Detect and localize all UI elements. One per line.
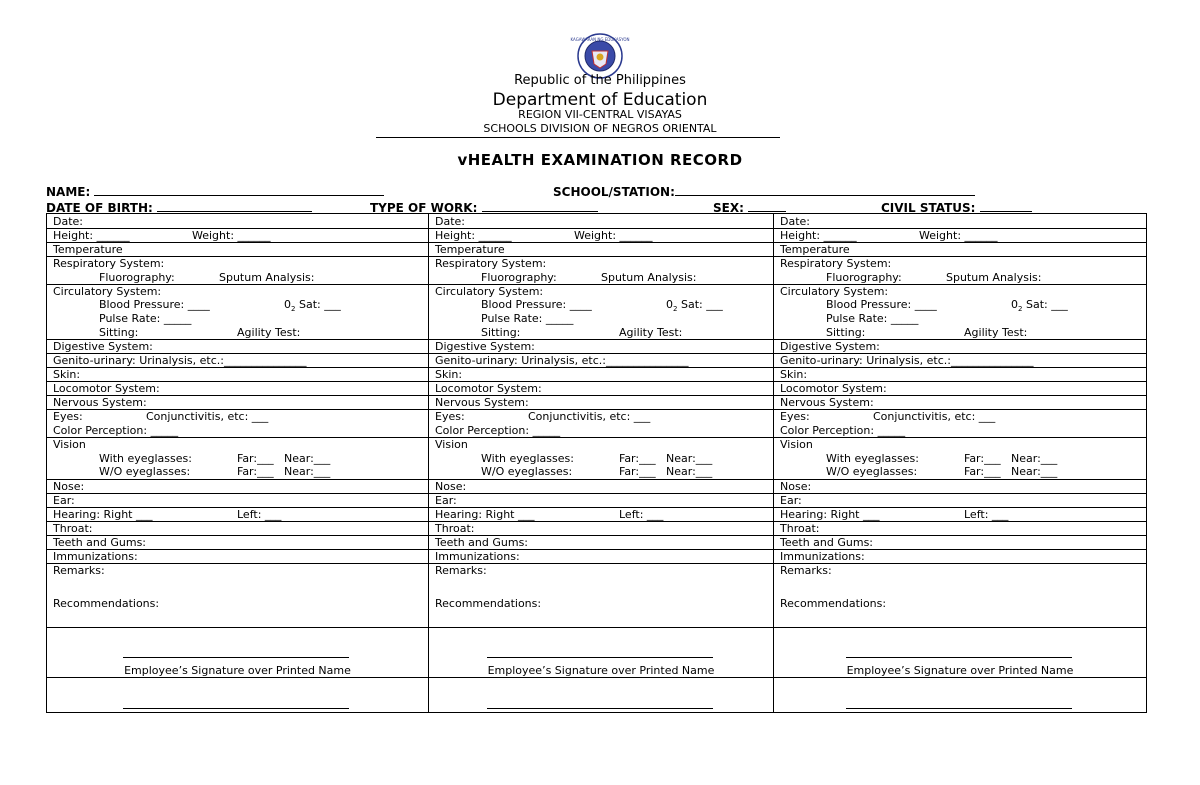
- department-name: Department of Education: [492, 90, 708, 110]
- height-weight-row: [774, 229, 1146, 243]
- sitting-label: Sitting:: [826, 326, 866, 339]
- o2-suffix: Sat: ___: [1022, 298, 1068, 311]
- circulatory-row: [429, 285, 773, 340]
- genito-urinary-label: Genito-urinary: Urinalysis, etc.:_______________: [780, 354, 1034, 367]
- remarks-recommendations-row: [429, 564, 773, 628]
- near-without-label: Near:___: [284, 465, 331, 478]
- name-label: NAME:: [46, 185, 91, 199]
- recommendations-label: Recommendations:: [53, 597, 160, 610]
- color-perception-label: Color Perception: _____: [435, 424, 561, 437]
- temperature-row: [429, 243, 773, 257]
- eyes-label: Eyes:: [53, 410, 83, 423]
- digestive-label: Digestive System:: [435, 340, 535, 353]
- signature-line-bottom[interactable]: [487, 708, 713, 709]
- blood-pressure-label: Blood Pressure: ____: [481, 298, 592, 311]
- circulatory-label: Circulatory System:: [780, 285, 889, 298]
- fluorography-label: Fluorography:: [826, 271, 902, 284]
- vision-row: [429, 438, 773, 480]
- hearing-right-label: Hearing: Right ___: [780, 508, 880, 521]
- sex-label: SEX:: [713, 201, 744, 215]
- skin-label: Skin:: [53, 368, 81, 381]
- nose-label: Nose:: [435, 480, 467, 493]
- immunizations-row: [47, 550, 428, 564]
- ear-row: [774, 494, 1146, 508]
- teeth-gums-label: Teeth and Gums:: [53, 536, 147, 549]
- hearing-right-label: Hearing: Right ___: [435, 508, 535, 521]
- respiratory-row: [47, 257, 428, 285]
- skin-row: [429, 368, 773, 382]
- nose-label: Nose:: [53, 480, 85, 493]
- circulatory-label: Circulatory System:: [53, 285, 162, 298]
- signature-caption: Employee’s Signature over Printed Name: [487, 664, 715, 677]
- sputum-label: Sputum Analysis:: [219, 271, 315, 284]
- signature-caption: Employee’s Signature over Printed Name: [846, 664, 1074, 677]
- conjunctivitis-label: Conjunctivitis, etc: ___: [528, 410, 651, 423]
- locomotor-label: Locomotor System:: [53, 382, 160, 395]
- date-row: [774, 214, 1146, 229]
- immunizations-label: Immunizations:: [780, 550, 865, 563]
- o2-subscript: 2: [1018, 305, 1023, 314]
- employee-signature-row: [47, 628, 428, 678]
- o2-prefix: 0: [1011, 298, 1018, 311]
- digestive-label: Digestive System:: [53, 340, 153, 353]
- genito-urinary-row: [47, 354, 428, 368]
- genito-urinary-row: [429, 354, 773, 368]
- nervous-label: Nervous System:: [53, 396, 147, 409]
- recommendations-label: Recommendations:: [780, 597, 887, 610]
- employee-signature-row: [429, 628, 773, 678]
- vision-label: Vision: [780, 438, 813, 451]
- digestive-label: Digestive System:: [780, 340, 880, 353]
- genito-urinary-label: Genito-urinary: Urinalysis, etc.:_______________: [53, 354, 307, 367]
- hearing-left-label: Left: ___: [237, 508, 282, 521]
- ear-label: Ear:: [435, 494, 457, 507]
- locomotor-row: [429, 382, 773, 396]
- height-label: Height: ______: [53, 229, 130, 242]
- far-with-label: Far:___: [237, 452, 274, 465]
- division-line: SCHOOLS DIVISION OF NEGROS ORIENTAL: [483, 122, 717, 135]
- date-row: [429, 214, 773, 229]
- sitting-label: Sitting:: [99, 326, 139, 339]
- skin-label: Skin:: [780, 368, 808, 381]
- digestive-row: [47, 340, 428, 354]
- region-line: REGION VII-CENTRAL VISAYAS: [518, 108, 682, 121]
- type-of-work-label: TYPE OF WORK:: [370, 201, 478, 215]
- o2-suffix: Sat: ___: [295, 298, 341, 311]
- ear-label: Ear:: [53, 494, 75, 507]
- o2-prefix: 0: [666, 298, 673, 311]
- far-without-label: Far:___: [237, 465, 274, 478]
- genito-urinary-label: Genito-urinary: Urinalysis, etc.:_______________: [435, 354, 689, 367]
- date-label: Date:: [780, 215, 810, 228]
- nose-label: Nose:: [780, 480, 812, 493]
- school-station-field: [553, 184, 975, 199]
- skin-row: [47, 368, 428, 382]
- digestive-row: [429, 340, 773, 354]
- temperature-row: [774, 243, 1146, 257]
- page-title: vHEALTH EXAMINATION RECORD: [457, 151, 743, 169]
- date-of-birth-blank[interactable]: [157, 200, 312, 212]
- agility-test-label: Agility Test:: [237, 326, 301, 339]
- school-station-blank[interactable]: [675, 184, 975, 196]
- sputum-label: Sputum Analysis:: [946, 271, 1042, 284]
- weight-label: Weight: ______: [192, 229, 271, 242]
- name-blank[interactable]: [94, 184, 384, 196]
- near-with-label: Near:___: [666, 452, 713, 465]
- sputum-label: Sputum Analysis:: [601, 271, 697, 284]
- hearing-left-label: Left: ___: [964, 508, 1009, 521]
- ear-label: Ear:: [780, 494, 802, 507]
- locomotor-label: Locomotor System:: [435, 382, 542, 395]
- header-rule: [376, 137, 780, 138]
- vision-label: Vision: [435, 438, 468, 451]
- respiratory-row: [429, 257, 773, 285]
- remarks-label: Remarks:: [435, 564, 487, 577]
- recommendations-label: Recommendations:: [435, 597, 542, 610]
- skin-label: Skin:: [435, 368, 463, 381]
- nervous-label: Nervous System:: [780, 396, 874, 409]
- height-weight-row: [429, 229, 773, 243]
- hearing-row: [774, 508, 1146, 522]
- teeth-gums-label: Teeth and Gums:: [435, 536, 529, 549]
- nose-row: [47, 480, 428, 494]
- ear-row: [429, 494, 773, 508]
- school-station-label: SCHOOL/STATION:: [553, 185, 675, 199]
- remarks-label: Remarks:: [780, 564, 832, 577]
- near-with-label: Near:___: [1011, 452, 1058, 465]
- throat-row: [47, 522, 428, 536]
- hearing-row: [47, 508, 428, 522]
- vision-row: [47, 438, 428, 480]
- fluorography-label: Fluorography:: [481, 271, 557, 284]
- pulse-rate-label: Pulse Rate: _____: [481, 312, 574, 325]
- sex-blank[interactable]: [748, 200, 786, 212]
- o2-subscript: 2: [291, 305, 296, 314]
- civil-status-label: CIVIL STATUS:: [881, 201, 976, 215]
- vision-label: Vision: [53, 438, 86, 451]
- remarks-recommendations-row: [774, 564, 1146, 628]
- republic-line: Republic of the Philippines: [514, 73, 686, 88]
- near-without-label: Near:___: [1011, 465, 1058, 478]
- o2-sat-label: [666, 298, 723, 316]
- sitting-label: Sitting:: [481, 326, 521, 339]
- near-with-label: Near:___: [284, 452, 331, 465]
- pulse-rate-label: Pulse Rate: _____: [826, 312, 919, 325]
- with-eyeglasses-label: With eyeglasses:: [481, 452, 574, 465]
- o2-suffix: Sat: ___: [677, 298, 723, 311]
- throat-label: Throat:: [53, 522, 93, 535]
- blood-pressure-label: Blood Pressure: ____: [99, 298, 210, 311]
- far-without-label: Far:___: [964, 465, 1001, 478]
- circulatory-row: [47, 285, 428, 340]
- teeth-gums-label: Teeth and Gums:: [780, 536, 874, 549]
- respiratory-label: Respiratory System:: [435, 257, 547, 270]
- employee-signature-row: [774, 628, 1146, 678]
- hearing-right-label: Hearing: Right ___: [53, 508, 153, 521]
- immunizations-label: Immunizations:: [435, 550, 520, 563]
- o2-sat-label: [1011, 298, 1068, 316]
- signature-line[interactable]: [846, 657, 1072, 658]
- with-eyeglasses-label: With eyeglasses:: [826, 452, 919, 465]
- without-eyeglasses-label: W/O eyeglasses:: [481, 465, 573, 478]
- with-eyeglasses-label: With eyeglasses:: [99, 452, 192, 465]
- throat-row: [429, 522, 773, 536]
- immunizations-row: [429, 550, 773, 564]
- signature-line[interactable]: [123, 657, 349, 658]
- exam-record-column: [428, 213, 774, 713]
- far-without-label: Far:___: [619, 465, 656, 478]
- eyes-label: Eyes:: [780, 410, 810, 423]
- height-weight-row: [47, 229, 428, 243]
- agility-test-label: Agility Test:: [619, 326, 683, 339]
- respiratory-label: Respiratory System:: [53, 257, 165, 270]
- without-eyeglasses-label: W/O eyeglasses:: [826, 465, 918, 478]
- nervous-row: [47, 396, 428, 410]
- temperature-label: Temperature: [780, 243, 850, 256]
- digestive-row: [774, 340, 1146, 354]
- without-eyeglasses-label: W/O eyeglasses:: [99, 465, 191, 478]
- name-field: [46, 184, 384, 199]
- date-of-birth-label: DATE OF BIRTH:: [46, 201, 153, 215]
- far-with-label: Far:___: [964, 452, 1001, 465]
- locomotor-row: [774, 382, 1146, 396]
- seal-text: KAGAWARAN NG EDUKASYON: [570, 37, 630, 42]
- type-of-work-blank[interactable]: [482, 200, 598, 212]
- skin-row: [774, 368, 1146, 382]
- blood-pressure-label: Blood Pressure: ____: [826, 298, 937, 311]
- agility-test-label: Agility Test:: [964, 326, 1028, 339]
- hearing-row: [429, 508, 773, 522]
- respiratory-row: [774, 257, 1146, 285]
- far-with-label: Far:___: [619, 452, 656, 465]
- examiner-signature-row: [774, 678, 1146, 712]
- height-label: Height: ______: [780, 229, 857, 242]
- temperature-label: Temperature: [435, 243, 505, 256]
- weight-label: Weight: ______: [574, 229, 653, 242]
- teeth-gums-row: [429, 536, 773, 550]
- weight-label: Weight: ______: [919, 229, 998, 242]
- o2-sat-label: [284, 298, 341, 316]
- signature-line-bottom[interactable]: [123, 708, 349, 709]
- remarks-label: Remarks:: [53, 564, 105, 577]
- conjunctivitis-label: Conjunctivitis, etc: ___: [146, 410, 269, 423]
- nervous-row: [429, 396, 773, 410]
- ear-row: [47, 494, 428, 508]
- eyes-row: [774, 410, 1146, 438]
- date-row: [47, 214, 428, 229]
- o2-prefix: 0: [284, 298, 291, 311]
- signature-line[interactable]: [487, 657, 713, 658]
- signature-line-bottom[interactable]: [846, 708, 1072, 709]
- date-label: Date:: [53, 215, 83, 228]
- eyes-row: [429, 410, 773, 438]
- exam-record-column: [46, 213, 429, 713]
- height-label: Height: ______: [435, 229, 512, 242]
- throat-label: Throat:: [780, 522, 820, 535]
- exam-record-column: [773, 213, 1147, 713]
- circulatory-label: Circulatory System:: [435, 285, 544, 298]
- conjunctivitis-label: Conjunctivitis, etc: ___: [873, 410, 996, 423]
- nervous-label: Nervous System:: [435, 396, 529, 409]
- locomotor-row: [47, 382, 428, 396]
- o2-subscript: 2: [673, 305, 678, 314]
- immunizations-label: Immunizations:: [53, 550, 138, 563]
- respiratory-label: Respiratory System:: [780, 257, 892, 270]
- circulatory-row: [774, 285, 1146, 340]
- date-label: Date:: [435, 215, 465, 228]
- examiner-signature-row: [429, 678, 773, 712]
- eyes-label: Eyes:: [435, 410, 465, 423]
- color-perception-label: Color Perception: _____: [53, 424, 179, 437]
- genito-urinary-row: [774, 354, 1146, 368]
- eyes-row: [47, 410, 428, 438]
- nervous-row: [774, 396, 1146, 410]
- near-without-label: Near:___: [666, 465, 713, 478]
- examiner-signature-row: [47, 678, 428, 712]
- throat-label: Throat:: [435, 522, 475, 535]
- temperature-row: [47, 243, 428, 257]
- vision-row: [774, 438, 1146, 480]
- signature-caption: Employee’s Signature over Printed Name: [124, 664, 351, 677]
- color-perception-label: Color Perception: _____: [780, 424, 906, 437]
- temperature-label: Temperature: [53, 243, 123, 256]
- teeth-gums-row: [774, 536, 1146, 550]
- nose-row: [774, 480, 1146, 494]
- civil-status-blank[interactable]: [980, 200, 1032, 212]
- teeth-gums-row: [47, 536, 428, 550]
- locomotor-label: Locomotor System:: [780, 382, 887, 395]
- pulse-rate-label: Pulse Rate: _____: [99, 312, 192, 325]
- throat-row: [774, 522, 1146, 536]
- remarks-recommendations-row: [47, 564, 428, 628]
- immunizations-row: [774, 550, 1146, 564]
- hearing-left-label: Left: ___: [619, 508, 664, 521]
- fluorography-label: Fluorography:: [99, 271, 175, 284]
- nose-row: [429, 480, 773, 494]
